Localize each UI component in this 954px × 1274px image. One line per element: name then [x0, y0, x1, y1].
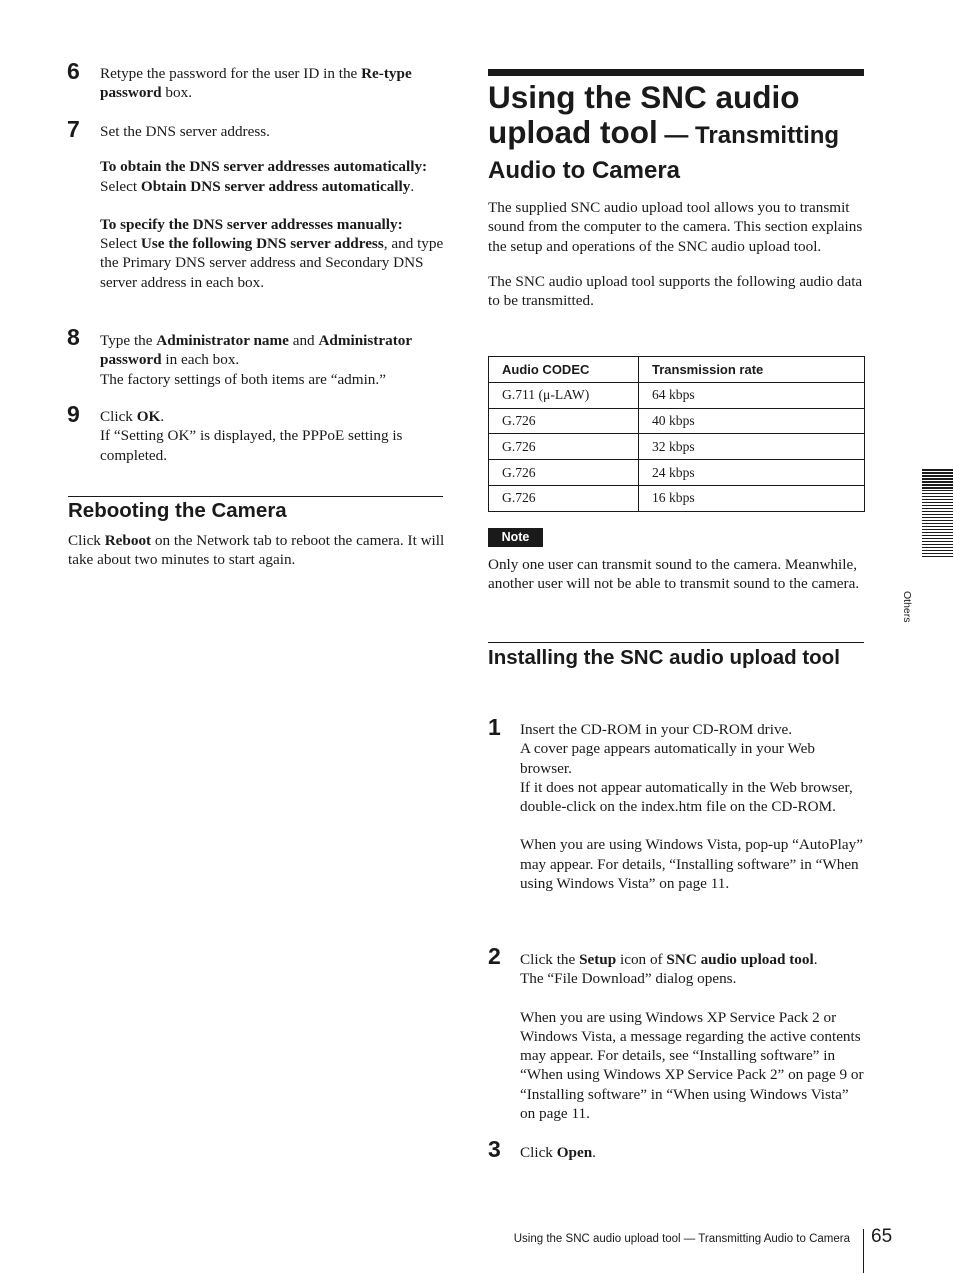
install-step-3-c: . — [592, 1144, 596, 1161]
step-6-body — [100, 64, 445, 103]
intro-paragraph-1: The supplied SNC audio upload tool allows you to transmit sound from the computer to the camera. This section explains the setup and operations of the SNC audio upload tool. — [488, 199, 863, 255]
intro-paragraph-2: The SNC audio upload tool supports the following audio data to be transmitted. — [488, 272, 863, 310]
reboot-heading: Rebooting the Camera — [68, 499, 287, 522]
table-row — [489, 434, 865, 460]
note-body — [488, 555, 864, 594]
codec-table — [488, 356, 865, 512]
dns-auto-heading — [100, 157, 448, 176]
reboot-text — [68, 531, 446, 570]
dns-manual-c: , and type the Primary DNS server address and Secondary DNS server address in each box. — [100, 235, 444, 291]
install-step-3-a: Click — [520, 1144, 557, 1161]
codec-cell: G.726 — [489, 408, 639, 434]
dns-manual-heading — [100, 215, 448, 234]
install-step-number-1: 1 — [488, 714, 501, 740]
title-line-2: upload tool — [488, 114, 658, 150]
dns-auto-heading-text: To obtain the DNS server addresses automatically: — [100, 158, 428, 176]
administrator-name-term: Administrator name — [156, 332, 289, 349]
step-8-body — [100, 331, 445, 389]
reboot-c: on the Network tab to reboot the camera. It will take about two minutes to start again. — [68, 532, 445, 569]
rate-cell: 40 kbps — [639, 408, 865, 434]
install-section-rule — [488, 642, 864, 643]
rate-header-cell: Transmission rate — [639, 357, 865, 383]
dns-auto-c: . — [410, 177, 415, 195]
step-8-a: Type the — [100, 332, 157, 349]
thumb-index-marker — [922, 469, 953, 559]
administrator-password-term: Administrator password — [100, 332, 412, 369]
codec-header-cell: Audio CODEC — [489, 357, 639, 383]
step-6-text-c: box. — [161, 84, 192, 102]
use-following-dns-term: Use the following DNS server address — [140, 235, 384, 253]
title-line-1: Using the SNC audio — [488, 79, 800, 115]
step-8-text — [100, 331, 445, 370]
step-6-text — [100, 64, 445, 103]
install-heading: Installing the SNC audio upload tool — [488, 646, 840, 669]
section-side-label: Others — [901, 591, 913, 623]
table-row — [489, 485, 865, 511]
step-9-a: Click — [100, 408, 137, 425]
note-text: Only one user can transmit sound to the camera. Meanwhile, another user will not be able to transmit sound to the camera. — [488, 556, 860, 593]
dns-manual-text — [100, 234, 448, 292]
snc-audio-upload-tool-term: SNC audio upload tool — [666, 951, 814, 968]
install-step-2-body — [520, 950, 865, 1123]
rate-cell: 16 kbps — [639, 485, 865, 511]
step-9-text — [100, 407, 445, 426]
step-7-body — [100, 122, 448, 292]
step-number-7: 7 — [67, 116, 80, 142]
step-8-factory-text: The factory settings of both items are “admin.” — [100, 370, 386, 388]
step-6-text-a: Retype the password for the user ID in the — [100, 65, 362, 82]
install-step-2-xp-note: When you are using Windows XP Service Pack 2 or Windows Vista, a message regarding the active contents may appear. For details, see “Installing software” in “When using Windows XP Service Pack 2” on page 9 or “Installing software” in “When using Windows Vista” on page 11. — [520, 1008, 864, 1123]
dns-manual-heading-text: To specify the DNS server addresses manually: — [100, 215, 403, 233]
step-number-9: 9 — [67, 401, 80, 427]
install-step-1-body — [520, 720, 865, 893]
rate-cell: 64 kbps — [639, 382, 865, 408]
page-number: 65 — [871, 1226, 893, 1247]
codec-cell: G.726 — [489, 485, 639, 511]
rate-cell: 24 kbps — [639, 460, 865, 486]
footer-running-title: Using the SNC audio upload tool — Transmitting Audio to Camera — [513, 1233, 850, 1245]
section-top-bar — [488, 69, 864, 76]
dns-auto-a: Select — [100, 177, 141, 195]
step-8-c: and — [288, 332, 319, 349]
install-step-2-c: icon of — [616, 951, 667, 968]
dns-manual-a: Select — [100, 235, 141, 253]
dns-auto-text — [100, 177, 448, 196]
table-row — [489, 460, 865, 486]
setup-term: Setup — [579, 951, 617, 968]
obtain-dns-term: Obtain DNS server address automatically — [140, 177, 411, 195]
title-subtitle-dash: — Transmitting — [657, 122, 840, 149]
step-number-6: 6 — [67, 58, 80, 84]
retype-password-term: Re-type password — [100, 65, 412, 102]
step-9-body — [100, 407, 445, 465]
install-step-3-body — [520, 1143, 865, 1162]
step-9-result-text: If “Setting OK” is displayed, the PPPoE setting is completed. — [100, 427, 403, 464]
install-step-2-text — [520, 950, 865, 969]
install-step-2-dialog: The “File Download” dialog opens. — [520, 970, 737, 988]
note-badge: Note — [488, 528, 543, 547]
intro-body — [488, 198, 864, 310]
install-step-3-text — [520, 1143, 865, 1162]
codec-table-header — [489, 357, 865, 383]
install-step-1-fallback: If it does not appear automatically in the Web browser, double-click on the index.htm file on the CD-ROM. — [520, 778, 853, 816]
install-step-1-vista: When you are using Windows Vista, pop-up “AutoPlay” may appear. For details, “Installing software” in “When using Windows Vista” on page 11. — [520, 836, 863, 893]
step-9-c: . — [160, 408, 165, 425]
reboot-body — [68, 531, 446, 570]
codec-cell: G.711 (μ-LAW) — [489, 382, 639, 408]
open-term: Open — [556, 1144, 593, 1161]
reboot-term: Reboot — [104, 532, 152, 549]
codec-cell: G.726 — [489, 434, 639, 460]
install-step-1-cover: A cover page appears automatically in your Web browser. — [520, 740, 815, 777]
title-line-3: Audio to Camera — [488, 157, 681, 184]
footer-divider — [863, 1229, 864, 1273]
table-row — [489, 408, 865, 434]
reboot-a: Click — [68, 532, 105, 549]
rate-cell: 32 kbps — [639, 434, 865, 460]
section-title — [488, 80, 868, 188]
install-step-number-2: 2 — [488, 943, 501, 969]
step-number-8: 8 — [67, 324, 80, 350]
step-8-e: in each box. — [161, 351, 240, 369]
step-7-text: Set the DNS server address. — [100, 123, 270, 140]
install-step-2-e: . — [813, 951, 818, 968]
table-row — [489, 382, 865, 408]
install-step-2-a: Click the — [520, 951, 580, 968]
codec-cell: G.726 — [489, 460, 639, 486]
ok-term: OK — [136, 408, 161, 425]
install-step-number-3: 3 — [488, 1136, 501, 1162]
install-step-1-text: Insert the CD-ROM in your CD-ROM drive. — [520, 721, 793, 738]
